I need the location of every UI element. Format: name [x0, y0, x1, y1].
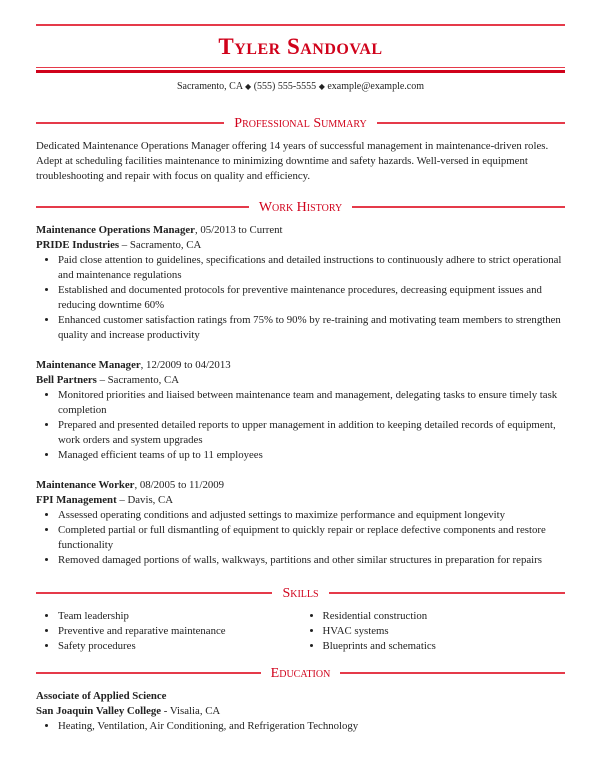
diamond-separator-icon: ◆	[245, 81, 252, 91]
candidate-name: Tyler Sandoval	[218, 33, 383, 59]
job-dates: , 08/2005 to 11/2009	[134, 478, 225, 491]
section-title: Education	[270, 665, 331, 681]
skill-item: • HVAC systems	[323, 624, 566, 639]
education-bullet: • Heating, Ventilation, Air Conditioning, and Refrigeration Technology	[58, 719, 565, 734]
job-bullet: • Managed efficient teams of up to 11 employees	[58, 448, 565, 463]
job-bullet: • Prepared and presented detailed reports to upper management in addition to keeping detailed records of equipment, work orders and system upgrades	[58, 418, 565, 448]
section-title: Skills	[282, 585, 319, 601]
name-rule-thin	[36, 67, 565, 68]
company-location: – Sacramento, CA	[96, 373, 180, 386]
skills-column-left	[36, 609, 301, 654]
summary-text: Dedicated Maintenance Operations Manager offering 14 years of successful management in maintenance-driven roles. Adept at scheduling facilities maintenance to minimizing downtime and safety hazards. Well-versed in equipment troubleshooting and repair with focus on quality and efficiency.	[36, 139, 549, 182]
contact-location: Sacramento, CA	[176, 80, 243, 92]
degree: Associate of Applied Science	[36, 689, 167, 702]
skills-column-right	[301, 609, 566, 654]
name-rule-thick	[36, 70, 565, 73]
section-rule	[36, 592, 272, 594]
section-rule	[329, 592, 565, 594]
skill-item: • Residential construction	[323, 609, 566, 624]
section-title: Professional Summary	[234, 115, 367, 131]
section-rule	[340, 672, 565, 674]
job-bullet: • Established and documented protocols for preventive maintenance procedures, decreasing equipment issues and reducing downtime 60%	[58, 283, 565, 313]
job-dates: , 05/2013 to Current	[194, 223, 283, 236]
job-list	[36, 223, 565, 568]
school-name: San Joaquin Valley College	[36, 704, 162, 717]
job-bullet: • Completed partial or full dismantling of equipment to quickly repair or replace defective components and restore functionality	[58, 523, 565, 553]
education-entry	[36, 689, 565, 734]
company-name: FPI Management	[36, 493, 117, 506]
job-role: Maintenance Operations Manager	[36, 223, 195, 236]
company-location: – Davis, CA	[116, 493, 174, 506]
company-name: PRIDE Industries	[36, 238, 120, 251]
section-header-education	[36, 666, 565, 681]
skill-item: • Safety procedures	[58, 639, 301, 654]
job-bullet: • Assessed operating conditions and adjusted settings to maximize performance and equipment longevity	[58, 508, 565, 523]
section-rule	[352, 206, 565, 208]
job-entry	[36, 358, 565, 463]
job-role: Maintenance Worker	[36, 478, 135, 491]
section-rule	[36, 122, 224, 124]
section-rule	[36, 672, 261, 674]
job-role: Maintenance Manager	[36, 358, 141, 371]
section-header-work-history	[36, 200, 565, 215]
job-entry	[36, 223, 565, 343]
job-entry	[36, 478, 565, 568]
job-bullet: • Removed damaged portions of walls, walkways, partitions and other similar structures in preparation for repairs	[58, 553, 565, 568]
job-bullet: • Paid close attention to guidelines, specifications and detailed instructions to continuously adhere to strict operational and maintenance regulations	[58, 253, 565, 283]
skills-list	[36, 609, 565, 654]
resume-page	[36, 0, 565, 734]
section-rule	[36, 206, 249, 208]
skill-item: • Blueprints and schematics	[323, 639, 566, 654]
section-title: Work History	[258, 199, 343, 215]
job-bullet: • Enhanced customer satisfaction ratings from 75% to 90% by re-training and motivating team members to strengthen quality and increase productivity	[58, 313, 565, 343]
skill-item: • Preventive and reparative maintenance	[58, 624, 301, 639]
company-location: – Sacramento, CA	[119, 238, 202, 251]
contact-phone: (555) 555-5555	[253, 80, 317, 92]
job-dates: , 12/2009 to 04/2013	[140, 358, 231, 371]
top-rule	[36, 24, 565, 26]
contact-email: example@example.com	[327, 80, 425, 92]
skill-item: • Team leadership	[58, 609, 301, 624]
section-header-summary	[36, 116, 565, 131]
contact-line	[36, 79, 565, 94]
section-rule	[377, 122, 565, 124]
job-bullet: • Monitored priorities and liaised between maintenance team and management, delegating tasks to ensure timely task completion	[58, 388, 565, 418]
section-header-skills	[36, 586, 565, 601]
diamond-separator-icon: ◆	[318, 81, 325, 91]
school-location: - Visalia, CA	[161, 704, 221, 717]
company-name: Bell Partners	[36, 373, 97, 386]
